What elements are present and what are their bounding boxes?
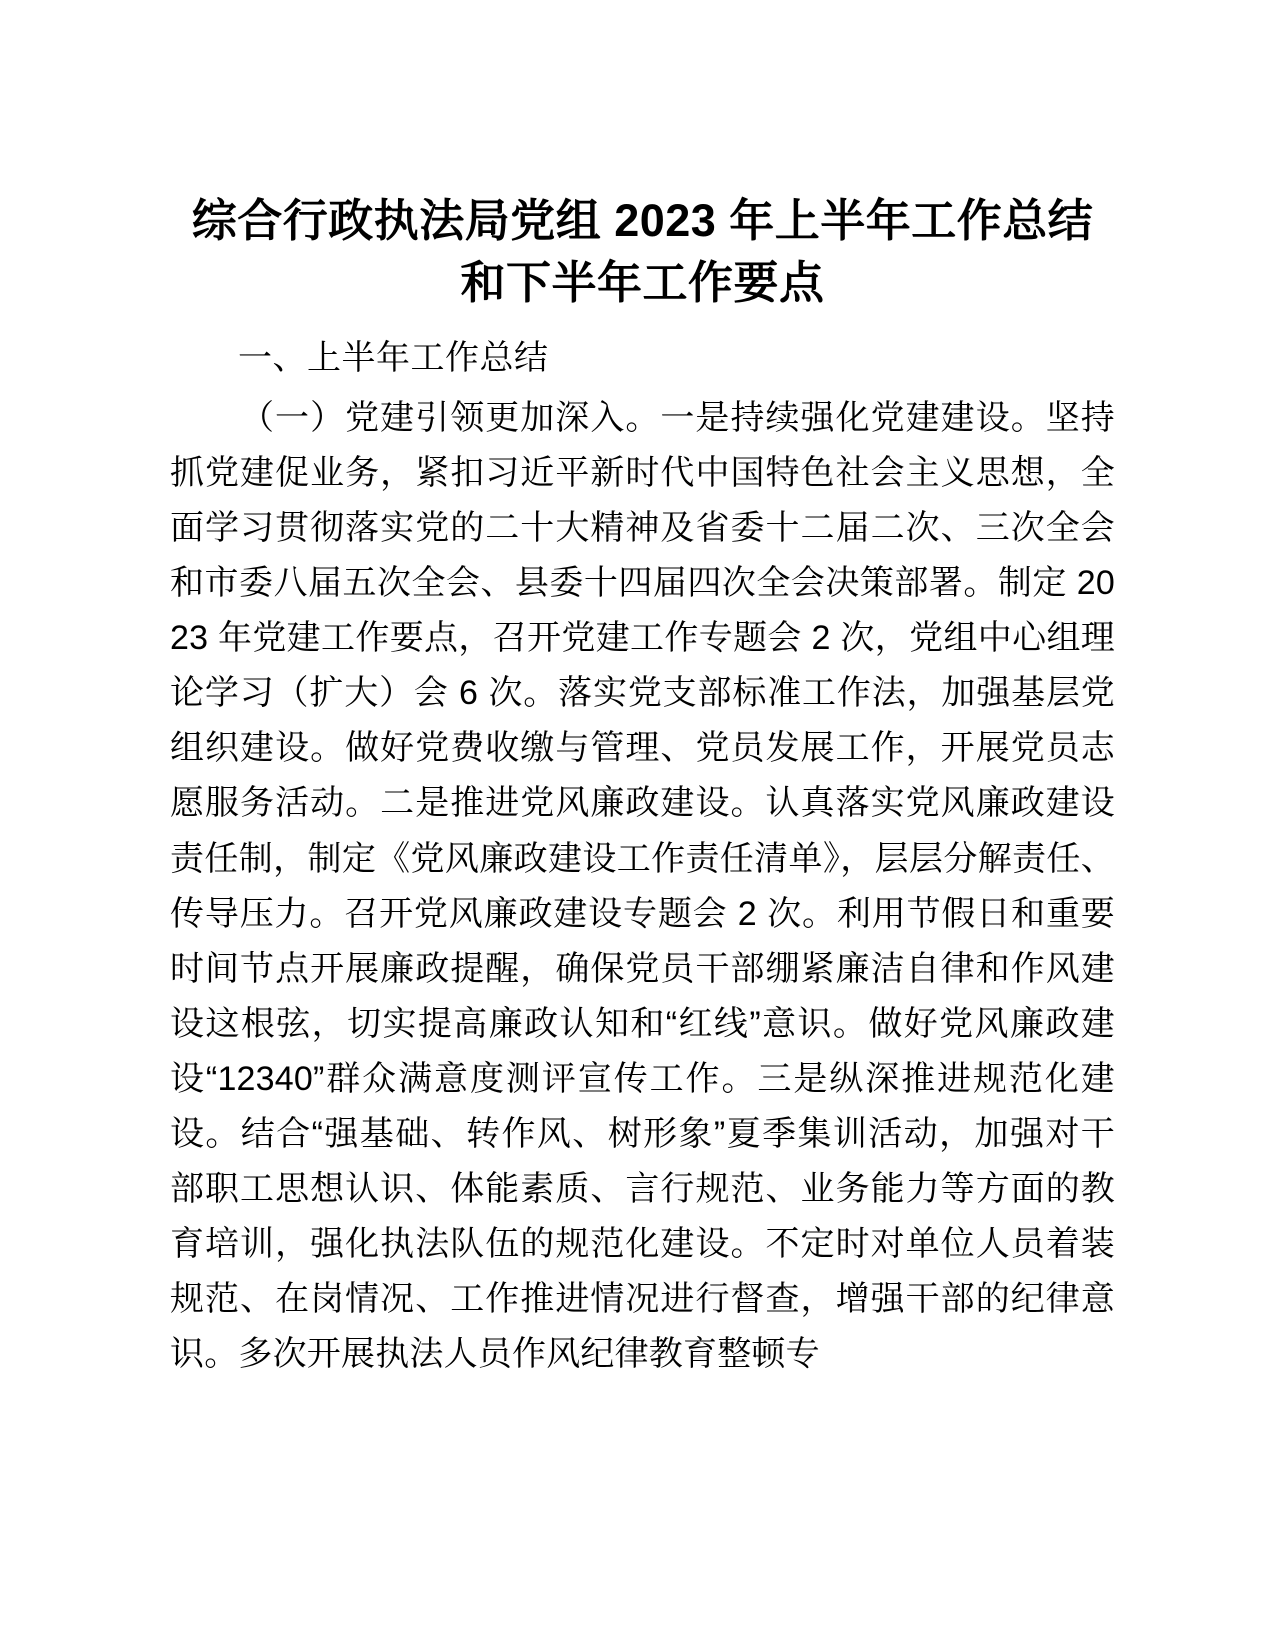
section-heading-1: 一、上半年工作总结 bbox=[238, 339, 549, 378]
section-paragraph-1: （一）党建引领更加深入。一是持续强化党建建设。坚持抓党建促业务，紧扣习近平新时代中国特色社会主义思想，全面学习贯彻落实党的二十大精神及省委十二届二次、三次全会和市委八届五次全会、县委十四届四次全会决策部署。制定 2023 年党建工作要点，召开党建工作专题会 2 次，党组中心组理论学习（扩大）会 6 次。落实党支部标准工作法，加强基层党组织建设。做好党费收缴与管理、党员发展工作，开展党员志愿服务活动。二是推进党风廉政建设。认真落实党风廉政建设责任制，制定《党风廉政建设工作责任清单》，层层分解责任、传导压力。召开党风廉政建设专题会 2 次。利用节假日和重要时间节点开展廉政提醒，确保党员干部绷紧廉洁自律和作风建设这根弦，切实提高廉政认知和“红线”意识。做好党风廉政建设“12340”群众满意度测评宣传工作。三是纵深推进规范化建设。结合“强基础、转作风、树形象”夏季集训活动，加强对干部职工思想认识、体能素质、言行规范、业务能力等方面的教育培训，强化执法队伍的规范化建设。不定时对单位人员着装规范、在岗情况、工作推进情况进行督查，增强干部的纪律意识。多次开展执法人员作风纪律教育整顿专 bbox=[170, 398, 1115, 1374]
page-title: 综合行政执法局党组 2023 年上半年工作总结和下半年工作要点 bbox=[191, 195, 1094, 309]
